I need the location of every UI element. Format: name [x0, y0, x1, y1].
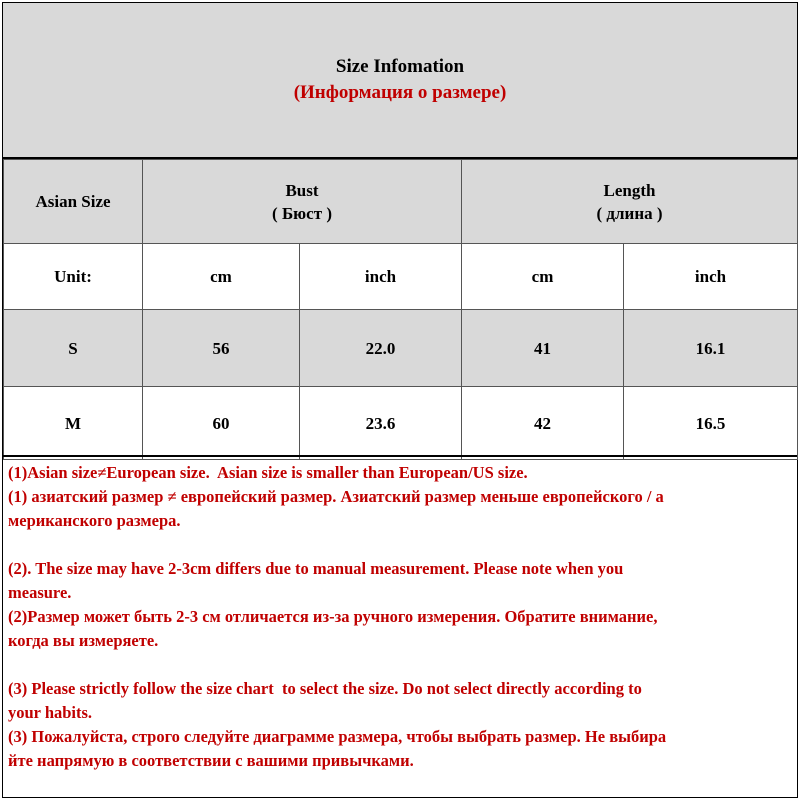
row-bust-cm: 60 — [143, 387, 300, 460]
table-row — [4, 387, 798, 460]
header-bust-ru: ( Бюст ) — [272, 203, 332, 223]
note-1-english: (1)Asian size≠European size. Asian size is smaller than European/US size. — [8, 463, 528, 482]
size-table — [3, 159, 798, 460]
header-bust — [143, 160, 462, 244]
note-3-russian: (3) Пожалуйста, строго следуйте диаграмме размера, чтобы выбрать размер. Не выбира йте напрямую в соответствии с вашими привычками. — [8, 727, 667, 770]
note-1-russian: (1) азиатский размер ≠ европейский размер. Азиатский размер меньше европейского / а мериканского размера. — [8, 487, 664, 530]
unit-row — [4, 244, 798, 310]
row-bust-cm: 56 — [143, 310, 300, 387]
unit-label: Unit: — [4, 244, 143, 310]
unit-bust-inch: inch — [300, 244, 462, 310]
table-header-row — [4, 160, 798, 244]
row-length-cm: 41 — [462, 310, 624, 387]
note-3-english: (3) Please strictly follow the size chart to select the size. Do not select directly according to your habits. — [8, 679, 642, 722]
notes-section — [3, 455, 797, 797]
header-length-label: Length — [603, 180, 656, 200]
row-size: S — [4, 310, 143, 387]
note-2-russian: (2)Размер может быть 2-3 см отличается из-за ручного измерения. Обратите внимание, когда вы измеряете. — [8, 607, 658, 650]
unit-length-inch: inch — [624, 244, 798, 310]
row-length-cm: 42 — [462, 387, 624, 460]
note-spacer — [8, 653, 793, 677]
note-2-english: (2). The size may have 2-3cm differs due to manual measurement. Please note when you measure. — [8, 559, 624, 602]
unit-bust-cm: cm — [143, 244, 300, 310]
row-bust-inch: 22.0 — [300, 310, 462, 387]
unit-length-cm: cm — [462, 244, 624, 310]
title-russian: (Информация о размере) — [293, 82, 507, 103]
row-length-inch: 16.1 — [624, 310, 798, 387]
row-length-inch: 16.5 — [624, 387, 798, 460]
title-block — [3, 3, 797, 159]
header-length-ru: ( длина ) — [596, 203, 663, 223]
table-row — [4, 310, 798, 387]
header-bust-label: Bust — [285, 180, 319, 200]
header-asian-size: Asian Size — [4, 160, 143, 244]
row-bust-inch: 23.6 — [300, 387, 462, 460]
row-size: M — [4, 387, 143, 460]
size-info-sheet — [2, 2, 798, 798]
header-length — [462, 160, 798, 244]
note-spacer — [8, 533, 793, 557]
title-english: Size Infomation — [335, 56, 465, 77]
